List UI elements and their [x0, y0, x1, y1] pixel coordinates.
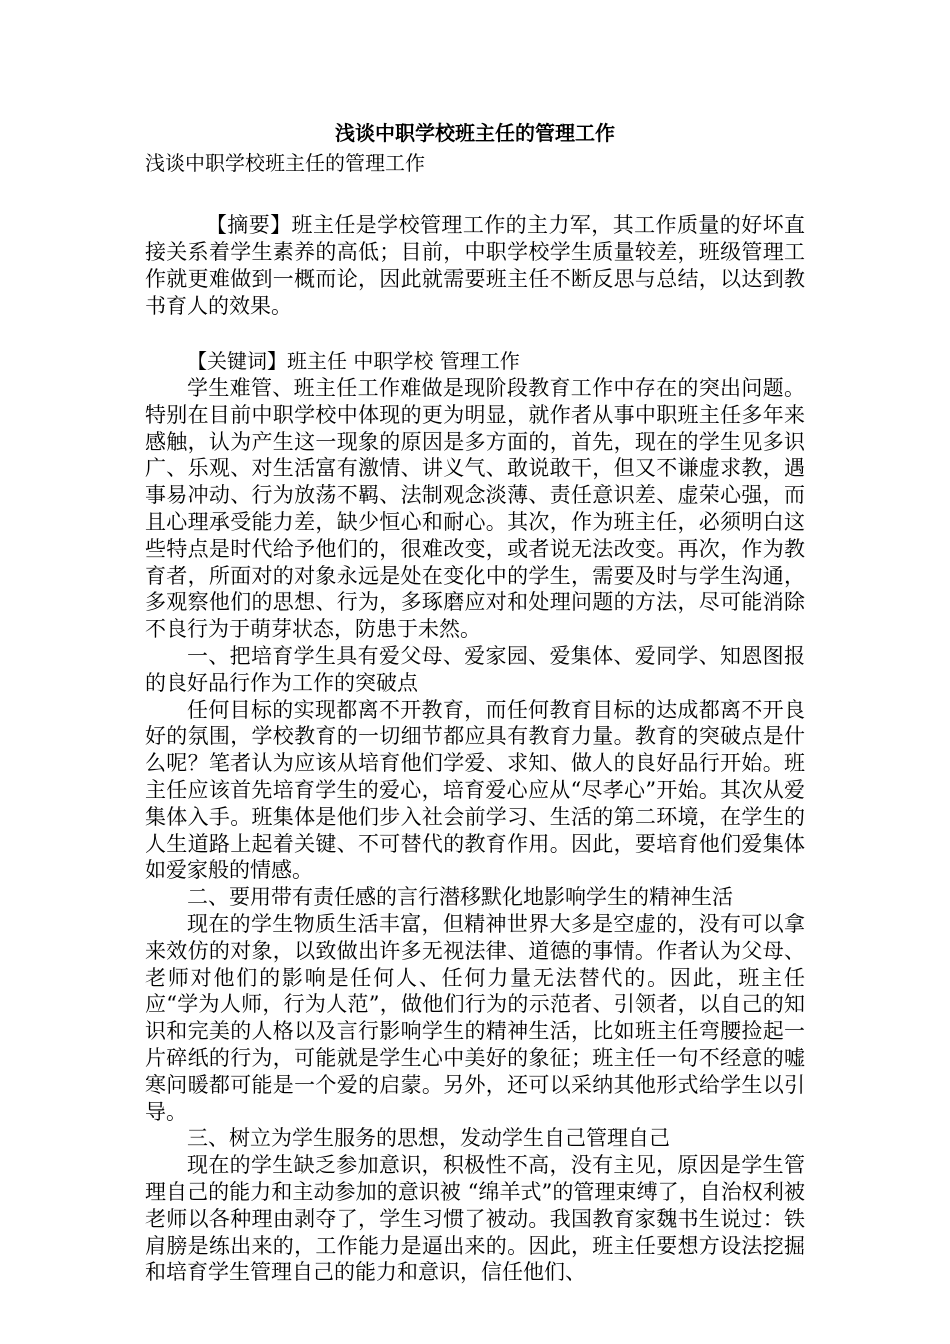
keywords-line: 【关键词】班主任 中职学校 管理工作 — [187, 349, 520, 373]
abstract-paragraph: 【摘要】班主任是学校管理工作的主力军，其工作质量的好坏直接关系着学生素养的高低；目前，中职学校学生质量较差，班级管理工作就更难做到一概而论，因此就需要班主任不断反思与总结，以达到教书育人的效果。 — [145, 213, 805, 318]
body-paragraph-1: 任何目标的实现都离不开教育，而任何教育目标的达成都离不开良好的氛围，学校教育的一切细节都应具有教育力量。教育的突破点是什么呢？笔者认为应该从培育他们学爱、求知、做人的良好品行开始。班主任应该首先培育学生的爱心，培育爱心应从“尽孝心”开始。其次从爱集体入手。班集体是他们步入社会前学习、生活的第二环境，在学生的人生道路上起着关键、不可替代的教育作用。因此，要培育他们爱集体如爱家般的情感。 — [145, 697, 805, 883]
body-paragraph-2: 现在的学生物质生活丰富，但精神世界大多是空虚的，没有可以拿来效仿的对象，以致做出许多无视法律、道德的事情。作者认为父母、老师对他们的影响是任何人、任何力量无法替代的。因此，班主任应“学为人师，行为人范”，做他们行为的示范者、引领者，以自己的知识和完美的人格以及言行影响学生的精神生活，比如班主任弯腰捡起一片碎纸的行为，可能就是学生心中美好的象征；班主任一句不经意的嘘寒问暖都可能是一个爱的启蒙。另外，还可以采纳其他形式给学生以引导。 — [145, 911, 805, 1124]
document-title: 浅谈中职学校班主任的管理工作 — [335, 121, 615, 145]
document-subtitle: 浅谈中职学校班主任的管理工作 — [145, 151, 425, 175]
body-paragraph-3: 现在的学生缺乏参加意识，积极性不高，没有主见，原因是学生管理自己的能力和主动参加的意识被 “绵羊式”的管理束缚了，自治权利被老师以各种理由剥夺了，学生习惯了被动。我国教育家魏书生说过：铁肩膀是练出来的，工作能力是逼出来的。因此，班主任要想方设法挖掘和培育学生管理自己的能力和意识，信任他们、 — [145, 1153, 805, 1285]
section-heading-3: 三、树立为学生服务的思想，发动学生自己管理自己 — [187, 1126, 670, 1151]
body-paragraph-intro: 学生难管、班主任工作难做是现阶段教育工作中存在的突出问题。特别在目前中职学校中体现的更为明显，就作者从事中职班主任多年来感触，认为产生这一现象的原因是多方面的，首先，现在的学生见多识广、乐观、对生活富有激情、讲义气、敢说敢干，但又不谦虚求教，遇事易冲动、行为放荡不羁、法制观念淡薄、责任意识差、虚荣心强，而且心理承受能力差，缺少恒心和耐心。其次，作为班主任，必须明白这些特点是时代给予他们的，很难改变，或者说无法改变。再次，作为教育者，所面对的对象永远是处在变化中的学生，需要及时与学生沟通，多观察他们的思想、行为，多琢磨应对和处理问题的方法，尽可能消除不良行为于萌芽状态，防患于未然。 — [145, 376, 805, 642]
section-heading-2: 二、要用带有责任感的言行潜移默化地影响学生的精神生活 — [187, 885, 733, 910]
spacer — [145, 320, 805, 348]
section-heading-1: 一、把培育学生具有爱父母、爱家园、爱集体、爱同学、知恩图报的良好品行作为工作的突破点 — [145, 643, 805, 695]
spacer — [145, 178, 805, 212]
document-page — [145, 118, 805, 1286]
